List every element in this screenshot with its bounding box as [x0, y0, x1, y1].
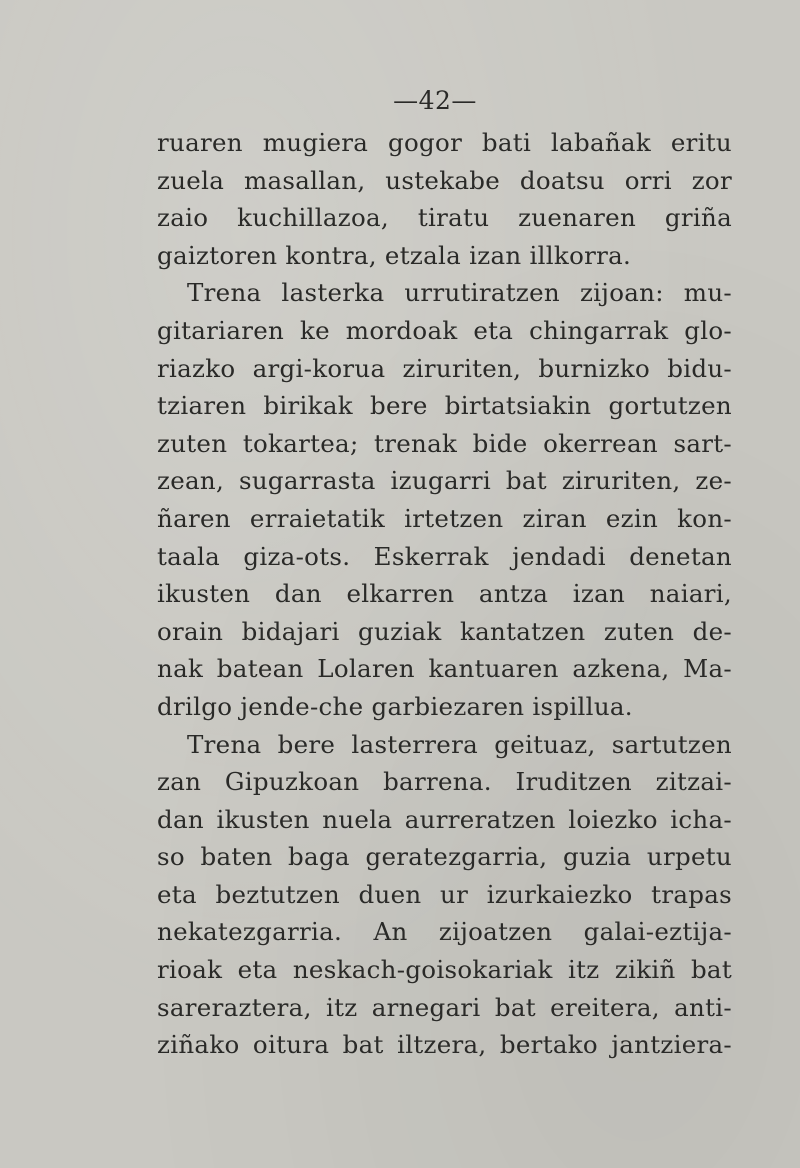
text-line: Trena bere lasterrera geituaz, sartutzen	[187, 729, 732, 759]
text-line: eta beztutzen duen ur izurkaiezko trapas	[157, 879, 732, 909]
text-line: riazko argi-korua ziruriten, burnizko bidu-	[157, 353, 732, 383]
text-line: ikusten dan elkarren antza izan naiari,	[157, 579, 732, 609]
text-line: gaiztoren kontra, etzala izan illkorra.	[157, 240, 632, 270]
text-line: nekatezgarria. An zijoatzen galai-eztija-	[157, 917, 732, 947]
text-line: zan Gipuzkoan barrena. Iruditzen zitzai-	[157, 767, 732, 797]
page-number: —42—	[393, 86, 477, 115]
body-text	[157, 124, 732, 1064]
text-line: zuten tokartea; trenak bide okerrean sart-	[157, 428, 732, 458]
text-line: ziñako oitura bat iltzera, bertako jantziera-	[157, 1030, 732, 1060]
text-line: gitariaren ke mordoak eta chingarrak glo-	[157, 315, 732, 345]
text-line: orain bidajari guziak kantatzen zuten de-	[157, 616, 732, 646]
text-line: ruaren mugiera gogor bati labañak eritu	[157, 128, 732, 157]
text-line: Trena lasterka urrutiratzen zijoan: mu-	[187, 278, 732, 308]
text-line: zaio kuchillazoa, tiratu zuenaren griña	[157, 203, 732, 233]
text-line: sareraztera, itz arnegari bat ereitera, anti-	[157, 992, 732, 1022]
text-line: nak batean Lolaren kantuaren azkena, Ma-	[157, 654, 732, 684]
text-line: dan ikusten nuela aurreratzen loiezko icha-	[157, 804, 732, 834]
text-line: so baten baga geratezgarria, guzia urpetu	[157, 842, 732, 872]
text-line: tziaren birikak bere birtatsiakin gortutzen	[157, 391, 732, 421]
text-line: rioak eta neskach-goisokariak itz zikiñ bat	[157, 955, 732, 985]
text-line: taala giza-ots. Eskerrak jendadi denetan	[157, 541, 732, 571]
text-line: ñaren erraietatik irtetzen ziran ezin kon-	[157, 503, 732, 533]
text-line: zean, sugarrasta izugarri bat ziruriten, ze-	[157, 466, 732, 496]
text-line: zuela masallan, ustekabe doatsu orri zor	[157, 165, 732, 195]
text-line: drilgo jende-che garbiezaren ispillua.	[157, 691, 633, 721]
